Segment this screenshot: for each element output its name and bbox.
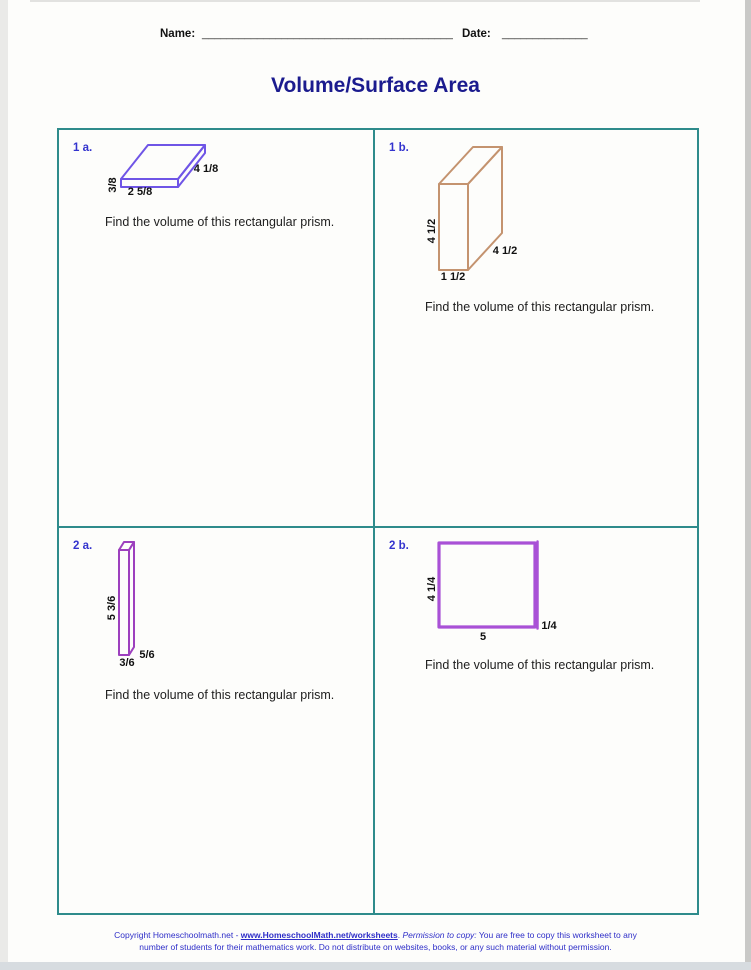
problem-prompt: Find the volume of this rectangular prism. xyxy=(105,688,335,702)
dimension-label-depth: 4 1/8 xyxy=(193,163,219,175)
dimension-label-height: 4 1/4 xyxy=(426,576,438,602)
page-right-edge xyxy=(745,0,751,962)
problem-prompt: Find the volume of this rectangular prism. xyxy=(425,300,655,314)
dimension-label-height: 4 1/2 xyxy=(426,218,438,244)
dimension-labels xyxy=(426,576,558,643)
problem-number: 2 a. xyxy=(73,540,93,552)
prism-right-face xyxy=(178,145,205,187)
copyright-text: Copyright Homeschoolmath.net - xyxy=(114,930,241,940)
bottom-scroll-strip xyxy=(0,962,751,970)
page-left-edge xyxy=(0,0,8,962)
page-top-edge xyxy=(30,0,700,2)
date-label: Date: xyxy=(462,28,491,40)
dimension-label-height: 3/8 xyxy=(107,177,119,193)
dimension-label-width: 2 5/8 xyxy=(127,186,153,198)
prism-front-face xyxy=(439,543,535,627)
worksheet-title: Volume/Surface Area xyxy=(271,74,480,97)
problem-cell-2a xyxy=(59,528,375,913)
footer-text xyxy=(0,930,751,953)
problem-prompt: Find the volume of this rectangular prism. xyxy=(425,658,655,672)
prism-front-face xyxy=(439,184,468,270)
dimension-label-depth: 5/6 xyxy=(139,649,155,661)
problem-prompt: Find the volume of this rectangular prism. xyxy=(105,215,335,229)
problem-number: 2 b. xyxy=(389,540,409,552)
dimension-labels xyxy=(107,163,218,198)
dimension-label-width: 5 xyxy=(479,631,487,643)
dimension-label-depth: 1/4 xyxy=(541,620,557,632)
problem-number: 1 a. xyxy=(73,142,93,154)
footer-separator: . xyxy=(397,930,403,940)
permission-text: You are free to copy this worksheet to any xyxy=(476,930,637,940)
prism-right-face xyxy=(129,542,134,655)
prism-top-face xyxy=(119,542,134,550)
prism-figure-2b xyxy=(375,528,697,913)
prism-front-face xyxy=(121,179,178,187)
footer-line-2: number of students for their mathematics work. Do not distribute on websites, books, or any such material without permission. xyxy=(139,941,612,952)
prism-figure-2a xyxy=(59,528,375,913)
problem-cell-1b xyxy=(375,130,697,528)
prism-faces xyxy=(439,542,538,629)
prism-faces xyxy=(119,542,134,655)
prism-faces xyxy=(121,145,205,187)
problem-cell-2b xyxy=(375,528,697,913)
dimension-label-width: 1 1/2 xyxy=(440,271,466,283)
problem-grid xyxy=(57,128,699,915)
worksheets-link[interactable]: www.HomeschoolMath.net/worksheets xyxy=(240,930,398,940)
prism-figure-1b xyxy=(375,130,697,528)
dimension-label-width: 3/6 xyxy=(119,657,135,669)
prism-front-face xyxy=(119,550,129,655)
footer-line-1 xyxy=(0,930,751,942)
problem-cell-1a xyxy=(59,130,375,528)
prism-right-face xyxy=(468,147,502,270)
name-label: Name: xyxy=(160,28,196,40)
dimension-label-depth: 4 1/2 xyxy=(492,245,518,257)
name-blank-line: _________________________________________ xyxy=(202,28,453,40)
prism-figure-1a xyxy=(59,130,375,528)
date-blank-line: ______________ xyxy=(502,28,588,40)
dimension-label-height: 5 3/6 xyxy=(106,595,118,621)
problem-number: 1 b. xyxy=(389,142,409,154)
prism-faces xyxy=(439,147,502,270)
permission-label: Permission to copy: xyxy=(402,930,477,940)
prism-top-face xyxy=(121,145,205,179)
prism-top-face xyxy=(439,147,502,184)
dimension-labels xyxy=(106,596,155,669)
dimension-labels xyxy=(426,219,517,283)
